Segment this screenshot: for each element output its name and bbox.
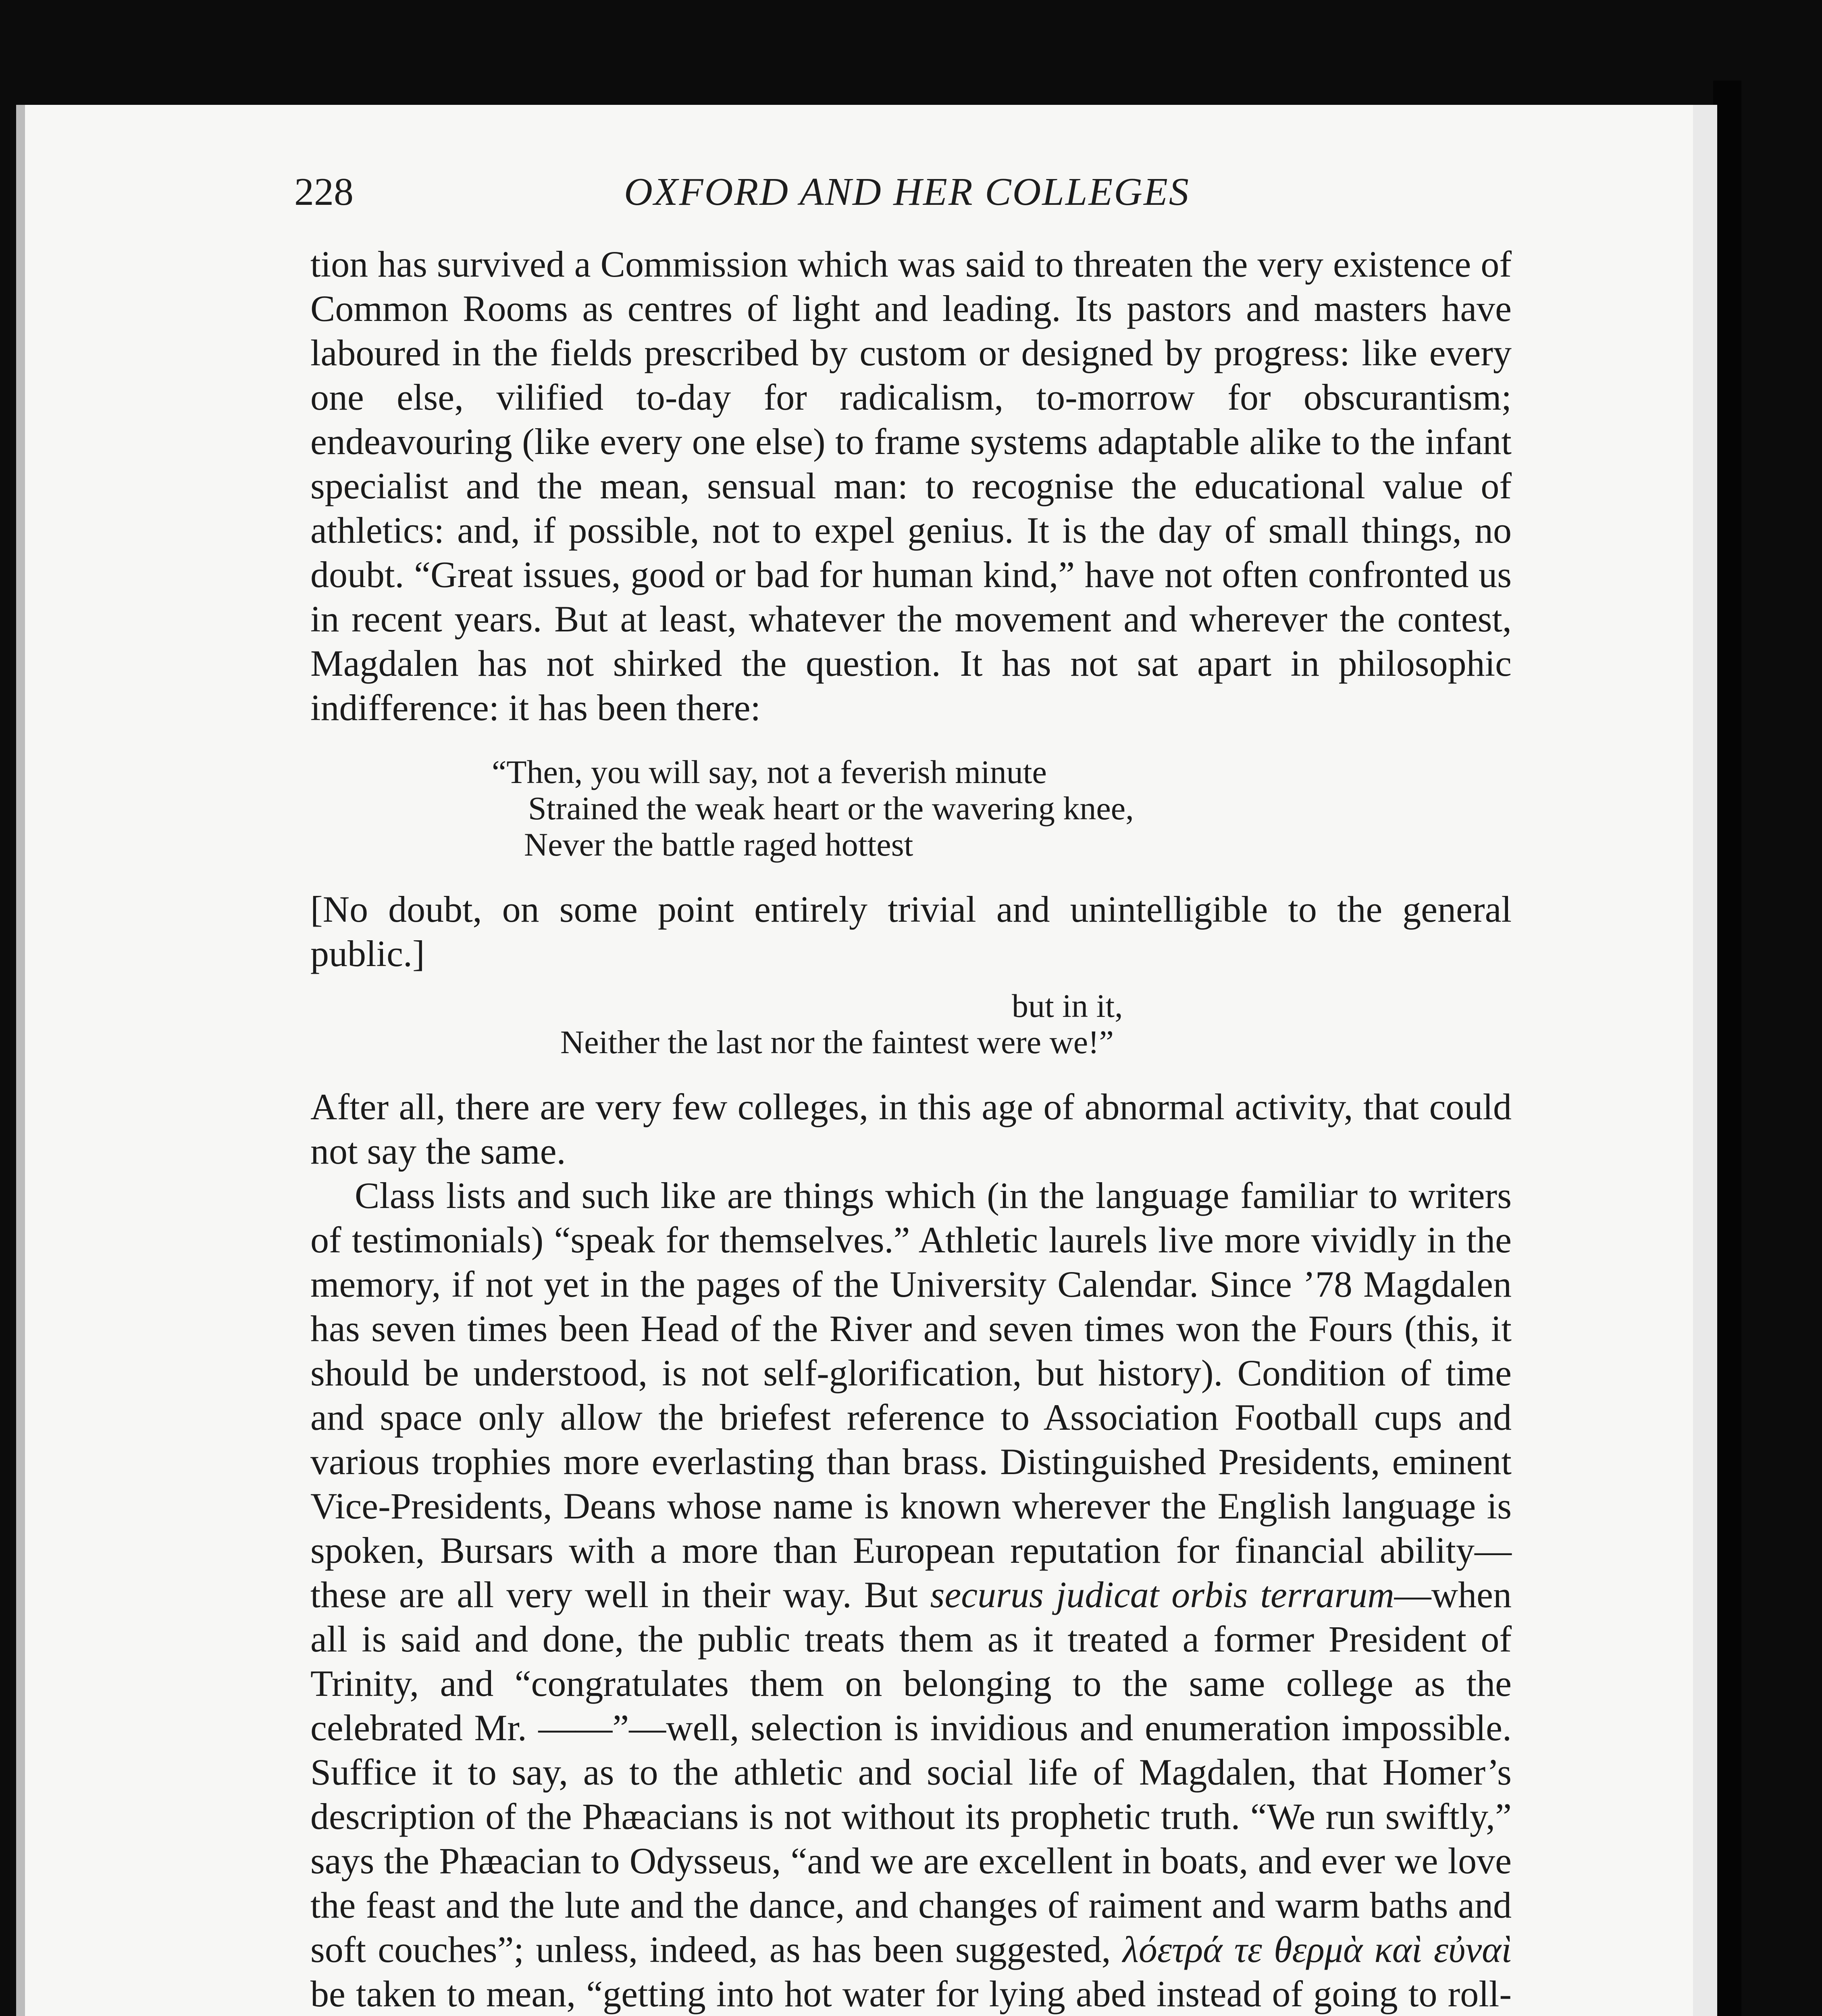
bracketed-aside: [No doubt, on some point entirely trivial and unintelligible to the general public.] <box>310 889 1512 974</box>
page-number: 228 <box>294 170 354 214</box>
verse-line: Strained the weak heart or the wavering knee, <box>528 790 1134 827</box>
book-spine <box>1713 81 1741 2016</box>
verse-line: Neither the last nor the faintest were we!” <box>560 1024 1114 1060</box>
page-gutter-shadow <box>16 105 25 2016</box>
verse-line: “Then, you will say, not a feverish minute <box>492 754 1047 790</box>
body-text <box>310 242 1512 2016</box>
paragraph-text: —when all is said and done, the public treats them as it treated a former President of Trinity, and “congratulates them on belonging to the same college as the celebrated Mr. ——”—well, selection is invidious and enumeration impossible. Suffice it to say, as to the athletic and social life of Magdalen, that Homer’s description of the Phæacians is not without its prophetic truth. “We run swiftly,” says the Phæacian to Odysseus, “and we are excellent in boats, and ever we love the feast and the lute and the dance, and changes of raiment and warm baths and soft couches”; unless, indeed, as has been suggested, <box>310 1574 1512 1970</box>
latin-phrase: securus judicat orbis terrarum <box>930 1574 1394 1615</box>
paragraph: tion has survived a Commission which was said to threaten the very existence of Common Rooms as centres of light and leading. Its pastors and masters have laboured in the fields prescribed by custom or designed by progress: like every one else, vilified to-day for radicalism, to-morrow for obscurantism; endeavouring (like every one else) to frame systems adaptable alike to the infant specialist and the mean, sensual man: to recognise the educational value of athletics: and, if possible, not to expel genius. It is the day of small things, no doubt. “Great issues, good or bad for human kind,” have not often confronted us in recent years. But at least, whatever the movement and wherever the contest, Magdalen has not shirked the question. It has not sat apart in philosophic indifference: it has been there: <box>310 244 1512 728</box>
paragraph-text: Class lists and such like are things which (in the language familiar to writers of testimonials) “speak for themselves.” Athletic laurels live more vividly in the memory, if not yet in the pages of the University Calendar. Since ’78 Magdalen has seven times been Head of the River and seven times won the Fours (this, it should be understood, is not self-glorification, but history). Condition of time and space only allow the briefest reference to Association Football cups and various trophies more everlasting than brass. Distinguished Presidents, eminent Vice-Presidents, Deans whose name is known wherever the English language is spoken, Bursars with a more than European reputation for financial ability—these are all very well in their way. But <box>310 1175 1512 1615</box>
verse-quotation <box>310 754 1512 863</box>
verse-line: but in it, <box>1012 987 1123 1024</box>
verse-line: Never the battle raged hottest <box>524 826 913 863</box>
paragraph-text: be taken to mean, “getting into hot water for lying abed instead of going to roll- <box>310 1973 1512 2014</box>
page-edge <box>1693 105 1717 2016</box>
running-title: OXFORD AND HER COLLEGES <box>624 170 1190 214</box>
paragraph <box>310 1173 1512 2016</box>
greek-phrase: λόετρά τε θερμὰ καὶ εὐναὶ <box>1122 1929 1512 1970</box>
page-header <box>294 169 1520 222</box>
verse-quotation-continued <box>310 988 1512 1060</box>
paragraph: After all, there are very few colleges, in this age of abnormal activity, that could not say the same. <box>310 1086 1512 1172</box>
